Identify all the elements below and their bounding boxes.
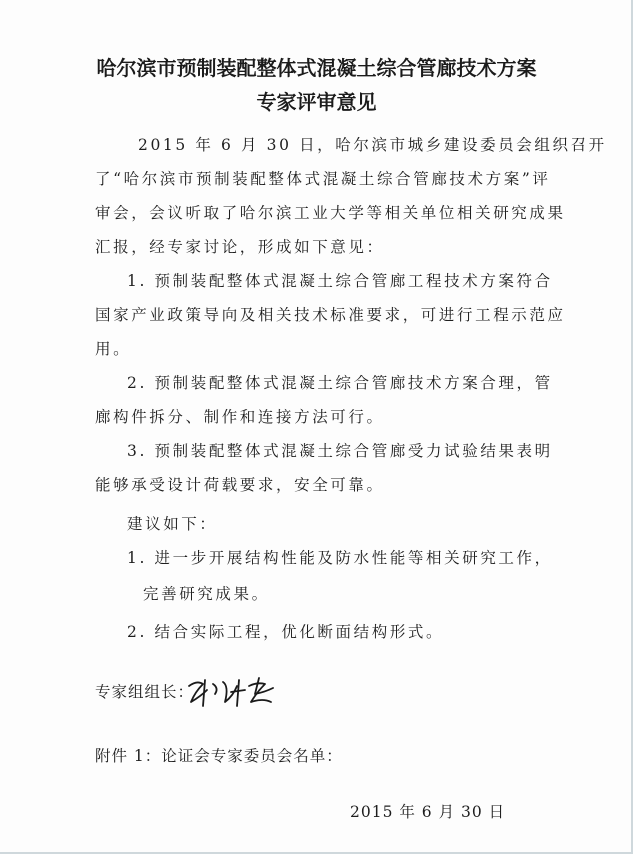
- suggestion-1-line-1: 1. 进一步开展结构性能及防水性能等相关研究工作，: [127, 549, 553, 567]
- opinion-2-line-1: 2. 预制装配整体式混凝土综合管廊技术方案合理，管: [127, 374, 553, 392]
- opinion-1-line-1: 1. 预制装配整体式混凝土综合管廊工程技术方案符合: [127, 272, 553, 290]
- suggestion-2-line-1: 2. 结合实际工程，优化断面结构形式。: [127, 623, 445, 641]
- signature-label: 专家组组长：: [95, 683, 195, 701]
- document-title: 哈尔滨市预制装配整体式混凝土综合管廊技术方案: [96, 56, 537, 80]
- intro-line-1: 2015 年 6 月 30 日，哈尔滨市城乡建设委员会组织召开: [138, 136, 607, 154]
- opinion-1-line-2: 国家产业政策导向及相关技术标准要求，可进行工程示范应: [95, 306, 566, 324]
- opinion-2-line-2: 廊构件拆分、制作和连接方法可行。: [95, 408, 385, 426]
- opinion-3-line-1: 3. 预制装配整体式混凝土综合管廊受力试验结果表明: [127, 442, 553, 460]
- suggestion-1-line-2: 完善研究成果。: [143, 585, 270, 603]
- intro-line-3: 审会，会议听取了哈尔滨工业大学等相关单位相关研究成果: [95, 204, 566, 222]
- opinion-3-line-2: 能够承受设计荷载要求，安全可靠。: [95, 476, 385, 494]
- intro-line-4: 汇报，经专家讨论，形成如下意见：: [95, 238, 385, 256]
- handwritten-signature: [185, 672, 285, 712]
- suggestions-heading: 建议如下：: [127, 515, 218, 533]
- attachment-note: 附件 1：论证会专家委员会名单：: [95, 747, 343, 765]
- intro-line-2: 了“哈尔滨市预制装配整体式混凝土综合管廊技术方案”评: [95, 170, 551, 188]
- opinion-1-line-3: 用。: [95, 340, 132, 358]
- document-date: 2015 年 6 月 30 日: [350, 803, 506, 821]
- document-subtitle: 专家评审意见: [256, 90, 377, 114]
